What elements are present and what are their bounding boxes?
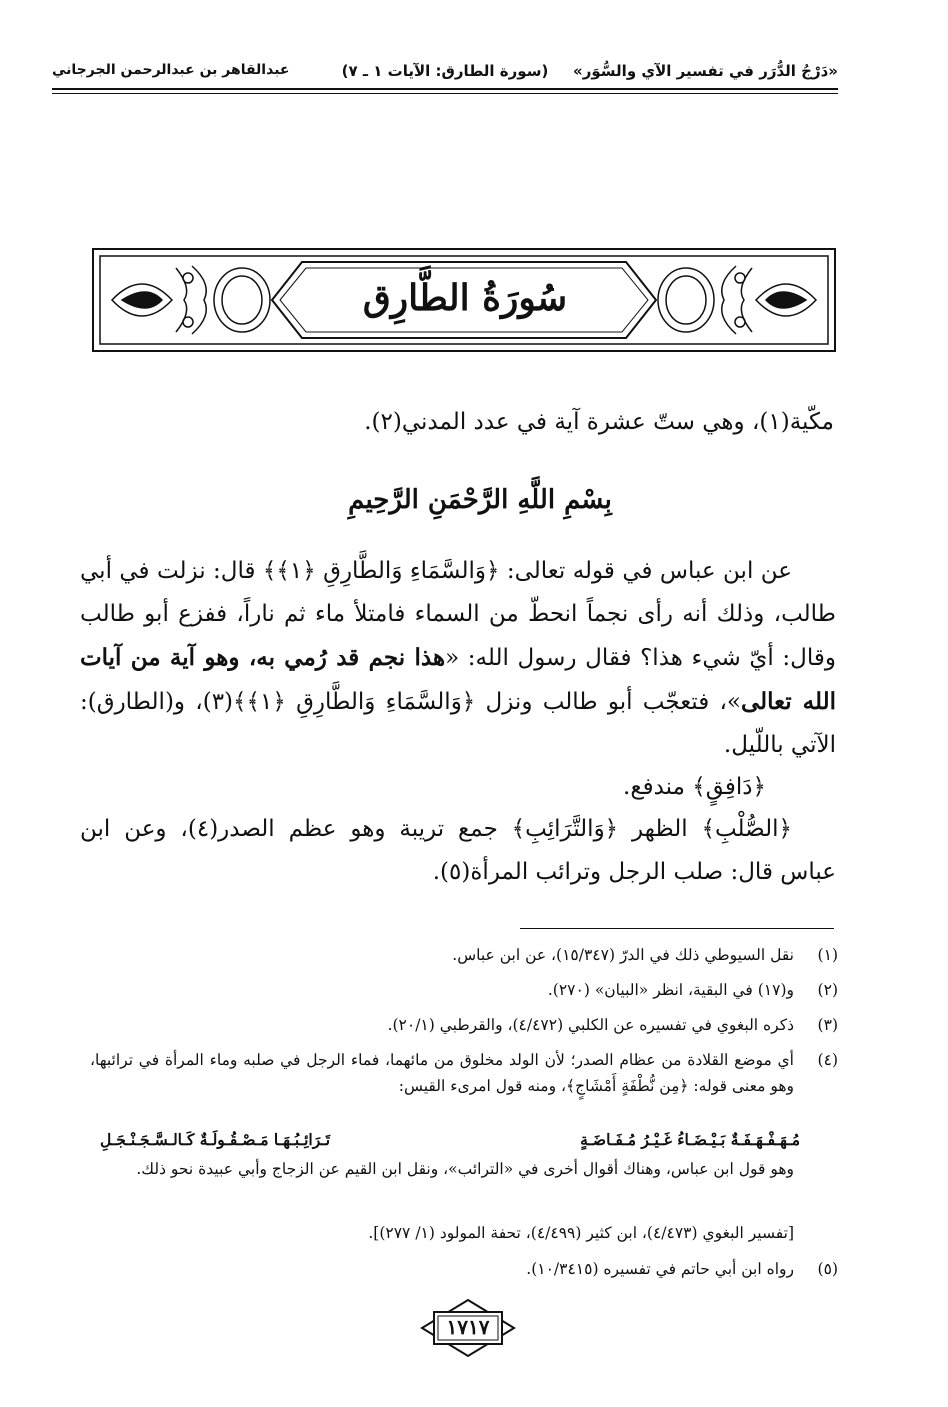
section-title: (سورة الطارق: الآيات ١ ـ ٧)	[341, 62, 549, 80]
surah-intro: مكّية(١)، وهي ستّ عشرة آية في عدد المدني(٢).	[364, 409, 834, 435]
footnote-references	[90, 1220, 838, 1246]
footnote	[90, 1256, 838, 1282]
footnote-text: أي موضع القلادة من عظام الصدر؛ لأن الولد مخلوق من مائهما، فماء الرجل في صلبه وماء المرأة في ترائبها، وهو معنى قوله: ﴿مِن نُّطْفَةٍ أَمْشَاجٍ﴾، ومنه قول امرىء القيس:	[90, 1051, 794, 1095]
footnote-number: (٣)	[817, 1016, 838, 1034]
footnote	[90, 977, 838, 1003]
footnote-text: وهو قول ابن عباس، وهناك أقوال أخرى في «الترائب»، ونقل ابن القيم عن الزجاج وأبي عبيدة نحو ذلك.	[136, 1160, 794, 1178]
gloss-sulb: ﴿الصُّلْبِ﴾ الظهر ﴿وَالتَّرَائِبِ﴾ جمع تريبة وهو عظم الصدر(٤)، وعن ابن عباس قال: صلب الرجل وترائب المرأة(٥).	[80, 816, 836, 885]
footnote-text: [تفسير البغوي (٤/٤٧٣)، ابن كثير (٤/٤٩٩)، تحفة المولود (١/ ٢٧٧)].	[368, 1224, 794, 1242]
header-rule-thin	[52, 93, 838, 94]
footnote-separator	[520, 928, 834, 929]
footnote-text: ذكره البغوي في تفسيره عن الكلبي (٤/٤٧٢)، والقرطبي (٢٠/١).	[387, 1016, 794, 1034]
hadith-quote: هذا نجم قد رُمي به، وهو آية من آيات الله تعالى	[80, 644, 836, 715]
author-name: عبدالقاهر بن عبدالرحمن الجرجاني	[52, 62, 290, 78]
surah-title: سُورَةُ الطَّارِق	[362, 277, 568, 319]
header-rule	[52, 88, 838, 90]
footnote-text: و(١٧) في البقية، انظر «البيان» (٢٧٠).	[547, 981, 794, 999]
footnote-text: نقل السيوطي ذلك في الدرّ (١٥/٣٤٧)، عن ابن عباس.	[452, 946, 794, 964]
footnote	[90, 1012, 838, 1038]
poetry-verse	[100, 1127, 800, 1153]
verse-hemistich-left: تَـرَائِـبُـهَـا مَـصْـقُـولَـةٌ كَـالـسَّـجَـنْـجَـلِ	[100, 1130, 331, 1149]
page-number: ١٧١٧	[446, 1315, 490, 1339]
basmala: بِسْمِ اللَّهِ الرَّحْمَنِ الرَّحِيمِ	[348, 485, 612, 515]
footnote	[90, 1047, 838, 1099]
footnote-number: (١)	[817, 946, 838, 964]
commentary-text-cont: »، فتعجّب أبو طالب ونزل ﴿وَالسَّمَاءِ وَالطَّارِقِ ﴿١﴾﴾(٣)، و(الطارق): الآتي باللّيل.	[80, 689, 836, 758]
commentary-paragraph	[80, 550, 836, 767]
book-title: «دَرْجُ الدُّرَر في تفسير الآي والسُّوَر»	[573, 62, 838, 80]
verse-hemistich-right: مُـهَـفْـهَـفَـةٌ بَـيْـضَـاءُ غَـيْـرُ مُـفَـاضَـةٍ	[580, 1130, 800, 1149]
footnote-number: (٥)	[817, 1260, 838, 1278]
footnote-text: رواه ابن أبي حاتم في تفسيره (١٠/٣٤١٥).	[526, 1260, 794, 1278]
commentary-text: عن ابن عباس في قوله تعالى: ﴿وَالسَّمَاءِ وَالطَّارِقِ ﴿١﴾﴾ قال: نزلت في أبي طالب، وذلك أنه رأى نجماً انحطّ من السماء فامتلأ ماء ثم ناراً، ففزع أبو طالب وقال: أيّ شيء هذا؟ فقال رسول الله: «	[80, 558, 836, 671]
gloss-daafiq: ﴿دَافِقٍ﴾ مندفع.	[623, 774, 766, 800]
footnote	[90, 942, 838, 968]
footnote-number: (٢)	[817, 981, 838, 999]
footnote-number: (٤)	[817, 1051, 838, 1069]
footnote-continuation	[90, 1156, 838, 1182]
running-header	[52, 56, 838, 96]
